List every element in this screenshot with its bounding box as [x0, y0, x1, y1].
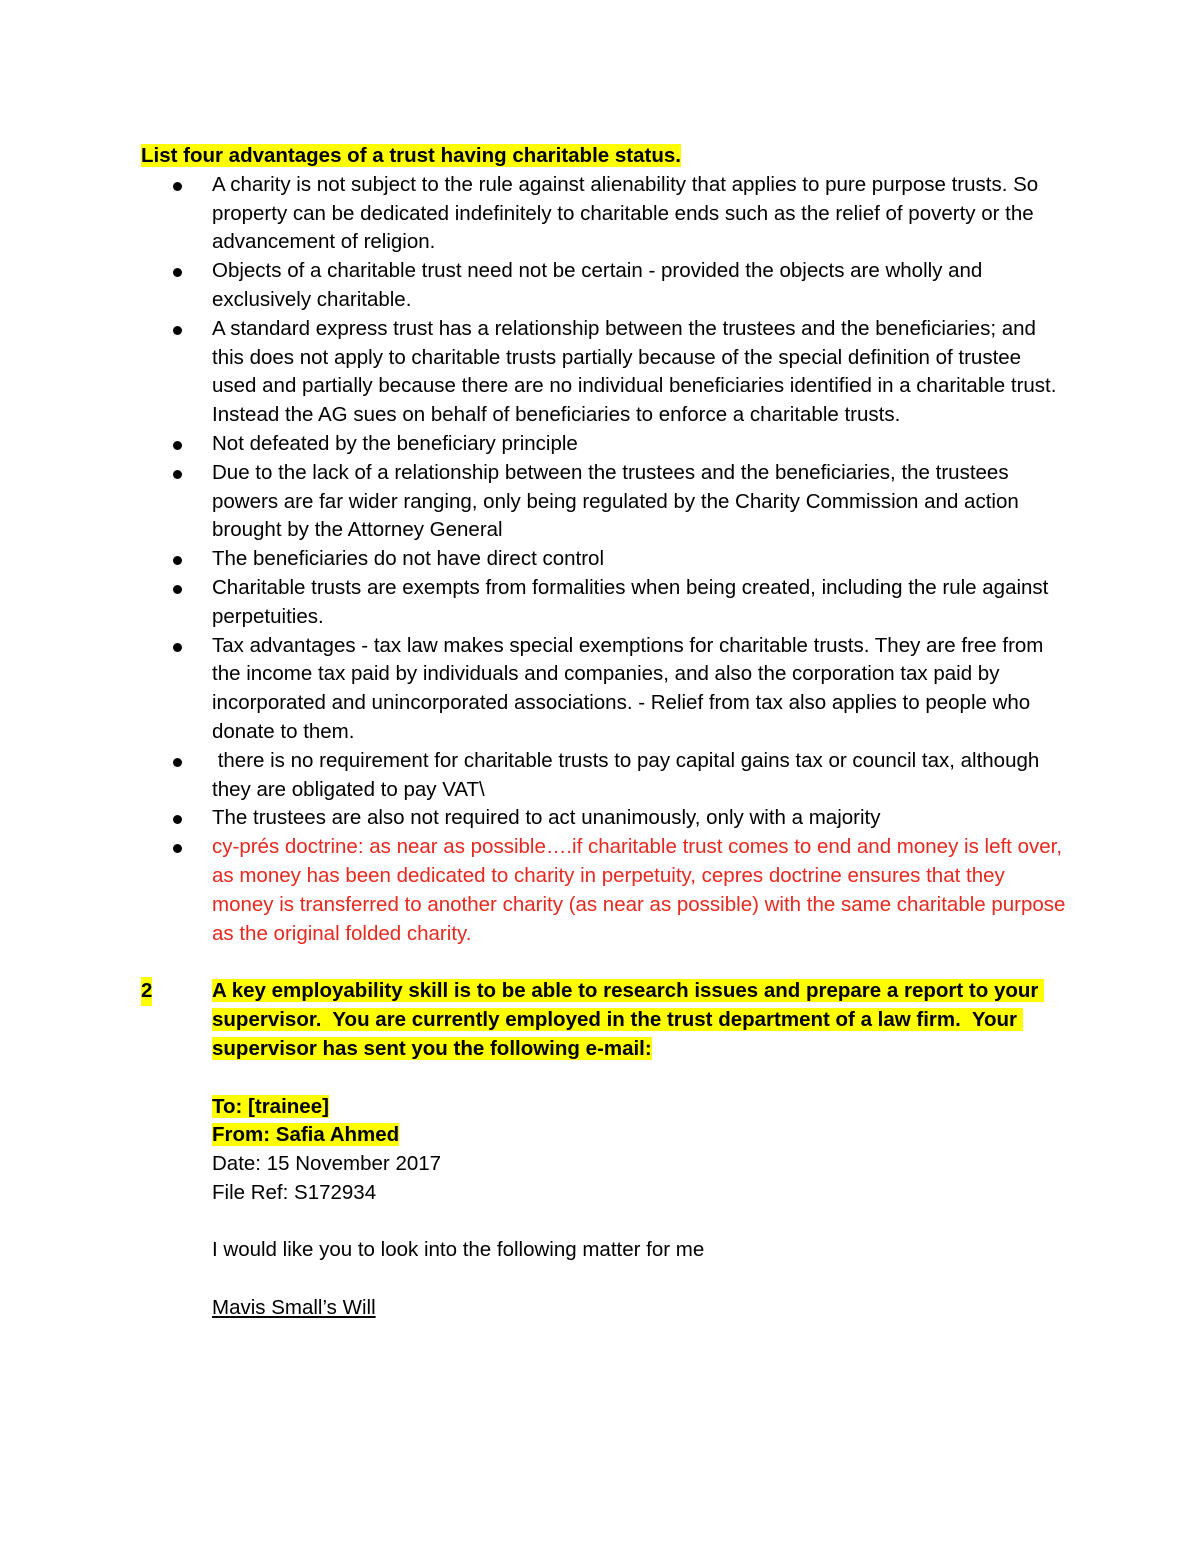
- list-item: [141, 632, 1066, 747]
- email-block: [141, 1093, 1066, 1323]
- list-item-text: cy-prés doctrine: as near as possible….if charitable trust comes to end and money is left over, as money has been dedicated to charity in perpetuity, cepres doctrine ensures that they money is transferred to another charity (as near as possible) with the same charitable purpose as the original folded charity.: [212, 835, 1066, 945]
- advantages-list: [141, 171, 1066, 949]
- question-2-text-block: [212, 977, 1066, 1063]
- email-from-line: [212, 1121, 1066, 1150]
- list-item: [141, 171, 1066, 257]
- list-item: [141, 804, 1066, 833]
- list-item-text: Charitable trusts are exempts from formalities when being created, including the rule against perpetuities.: [212, 575, 1049, 628]
- list-item-text: A standard express trust has a relationship between the trustees and the beneficiaries; and this does not apply to charitable trusts partially because of the special definition of trustee used and partially because there are no individual beneficiaries identified in a charitable trust. Instead the AG sues on behalf of beneficiaries to enforce a charitable trusts.: [212, 316, 1057, 427]
- list-item: [141, 747, 1066, 805]
- bullet-icon: [173, 326, 182, 335]
- spacer: [212, 1208, 1066, 1237]
- bullet-icon: [173, 758, 182, 767]
- question-1-heading-text: List four advantages of a trust having charitable status.: [141, 144, 681, 167]
- bullet-icon: [173, 815, 182, 824]
- list-item-text: The trustees are also not required to act unanimously, only with a majority: [212, 806, 881, 830]
- list-item: [141, 257, 1066, 315]
- list-item: [141, 315, 1066, 430]
- list-item: [141, 430, 1066, 459]
- list-item: [141, 545, 1066, 574]
- email-from: From: Safia Ahmed: [212, 1123, 400, 1147]
- bullet-icon: [173, 441, 182, 450]
- question-1-heading: [141, 142, 1066, 171]
- list-item-text: The beneficiaries do not have direct control: [212, 547, 605, 571]
- email-subject: Mavis Small’s Will: [212, 1296, 376, 1320]
- bullet-icon: [173, 556, 182, 565]
- email-date: Date: 15 November 2017: [212, 1152, 442, 1176]
- document-content: [141, 142, 1066, 1323]
- bullet-icon: [173, 643, 182, 652]
- email-to: To: [trainee]: [212, 1094, 329, 1118]
- list-item: [141, 459, 1066, 545]
- question-2-number: 2: [141, 977, 152, 1006]
- bullet-icon: [173, 585, 182, 594]
- bullet-icon: [173, 268, 182, 277]
- spacer: [212, 1265, 1066, 1294]
- list-item-cy-pres: [141, 833, 1066, 948]
- list-item-text: A charity is not subject to the rule against alienability that applies to pure purpose trusts. So property can be dedicated indefinitely to charitable ends such as the relief of poverty or the advancement of religion.: [212, 172, 1039, 254]
- question-2-text: A key employability skill is to be able to research issues and prepare a report to your supervisor. You are currently employed in the trust department of a law firm. Your supervisor has sent you the following e-mail:: [212, 979, 1045, 1060]
- bullet-icon: [173, 182, 182, 191]
- bullet-icon: [173, 470, 182, 479]
- list-item-text: Objects of a charitable trust need not be certain - provided the objects are wholly and exclusively charitable.: [212, 259, 983, 311]
- email-file-ref: File Ref: S172934: [212, 1180, 377, 1204]
- list-item-text: Tax advantages - tax law makes special exemptions for charitable trusts. They are free from the income tax paid by individuals and companies, and also the corporation tax paid by incorporated and unincorporated associations. - Relief from tax also applies to people who donate to them.: [212, 633, 1044, 743]
- list-item: [141, 574, 1066, 632]
- question-2: [141, 977, 1066, 1063]
- email-to-line: [212, 1093, 1066, 1122]
- email-body: I would like you to look into the following matter for me: [212, 1238, 705, 1262]
- bullet-icon: [173, 844, 182, 853]
- list-item-text: Not defeated by the beneficiary principle: [212, 431, 578, 455]
- list-item-text: there is no requirement for charitable trusts to pay capital gains tax or council tax, although they are obligated to pay VAT\: [212, 748, 1045, 801]
- list-item-text: Due to the lack of a relationship between the trustees and the beneficiaries, the trustees powers are far wider ranging, only being regulated by the Charity Commission and action brought by the Attorney General: [212, 460, 1019, 542]
